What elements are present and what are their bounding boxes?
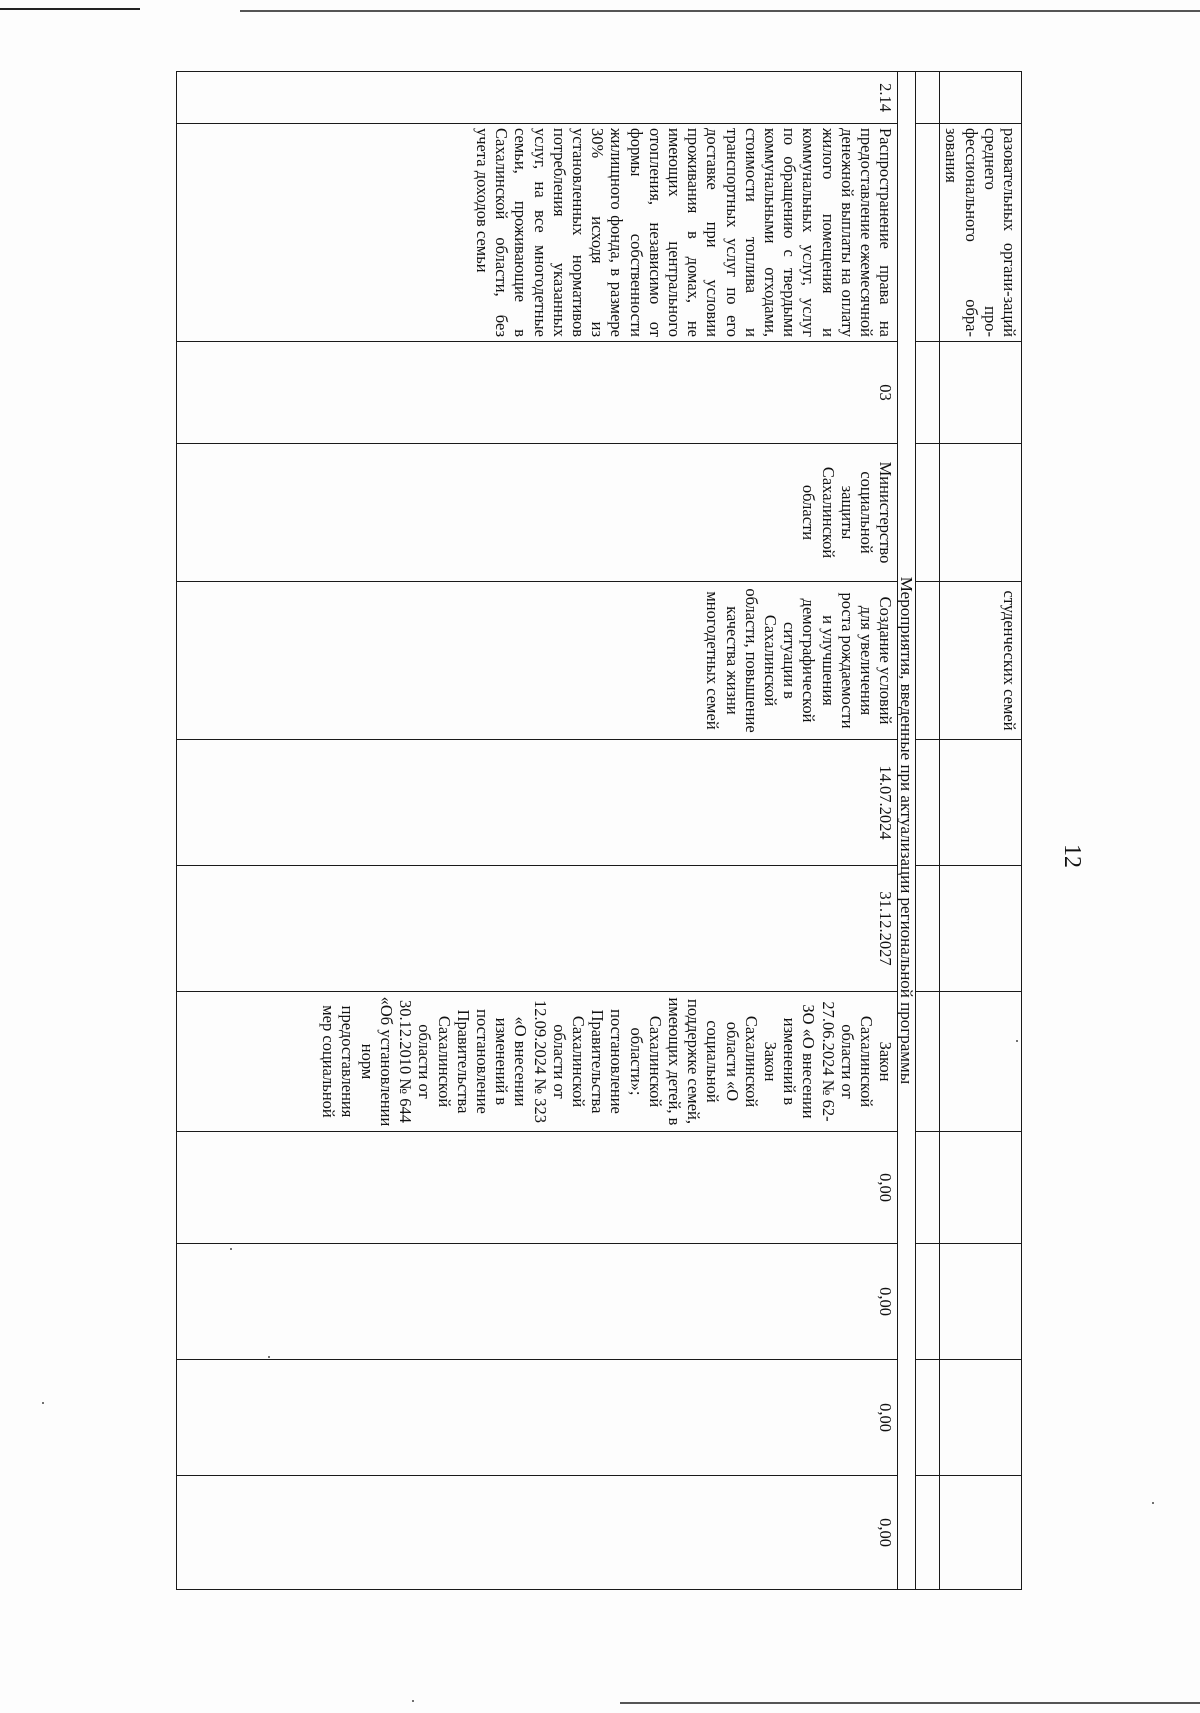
cell (916, 1244, 940, 1360)
cell (940, 1244, 1022, 1360)
value-cell: 0,00 (177, 1244, 898, 1360)
expected-result: Создание условий для увеличения роста рождаемости и улучшения демографической ситуации в Сахалинской области, повышение качества жизни многодетных семей (177, 582, 898, 740)
cell (940, 992, 1022, 1132)
cell (940, 444, 1022, 582)
table-row (177, 72, 898, 1590)
cell (916, 866, 940, 992)
cell (940, 1476, 1022, 1590)
scan-edge-top (240, 10, 1200, 12)
executor: Министерство социальной защиты Сахалинской области (177, 444, 898, 582)
cell (916, 582, 940, 740)
rotated-table-container (64, 71, 1022, 1589)
page-number: 12 (1059, 844, 1085, 868)
cell (940, 866, 1022, 992)
start-date: 14.07.2024 (177, 740, 898, 866)
code: 03 (177, 342, 898, 444)
scan-speck (1016, 1040, 1018, 1042)
scan-speck (268, 1356, 270, 1358)
section-header-row (898, 72, 916, 1590)
value-cell: 0,00 (177, 1360, 898, 1476)
value-cell: 0,00 (177, 1476, 898, 1590)
cell-col2: разовательных органи-заций среднего про-фессионального обра-зования (940, 124, 1022, 342)
cell (916, 1360, 940, 1476)
cell (940, 1360, 1022, 1476)
cell (916, 740, 940, 866)
cell (916, 72, 940, 124)
legal-basis: Закон Сахалинской области от 27.06.2024 № 62-ЗО «О внесении изменений в Закон Сахалинской области «О социальной поддержке семей, имеющих детей, в Сахалинской области»; постановление Правительства Сахалинской области от 12.09.2024 № 323 «О внесении изменений в постановление Правительства Сахалинской области от 30.12.2010 № 644 «Об установлении норм предоставления мер социальной (177, 992, 898, 1132)
program-table (176, 71, 1022, 1590)
value-cell: 0,00 (177, 1132, 898, 1244)
cell (916, 124, 940, 342)
cell (916, 1476, 940, 1590)
cell-col5: студенческих семей (940, 582, 1022, 740)
cell (940, 342, 1022, 444)
scan-speck (230, 1248, 232, 1250)
table-row (916, 72, 940, 1590)
measure-name: Распространение права на предоставление ежемесячной денежной выплаты на оплату жилого помещения и коммунальных услуг, услуг по обращению с твердыми коммунальными отходами, стоимости топлива и транспортных услуг по его доставке при условии проживания в домах, не имеющих центрального отопления, независимо от формы собственности жилищного фонда, в размере 30% исходя из установленных нормативов потребления указанных услуг, на все многодетные семьи, проживающие в Сахалинской области, без учета доходов семьи (177, 124, 898, 342)
scan-speck (1152, 1502, 1154, 1504)
end-date: 31.12.2027 (177, 866, 898, 992)
scan-edge-bottom (620, 1702, 1200, 1704)
cell (940, 1132, 1022, 1244)
scan-speck (412, 1700, 414, 1702)
cell (916, 342, 940, 444)
scan-edge-top (0, 8, 140, 10)
cell (916, 444, 940, 582)
section-header: Мероприятия, введенные при актуализации региональной программы (898, 72, 916, 1590)
table-row (940, 72, 1022, 1590)
cell (940, 740, 1022, 866)
cell (916, 1132, 940, 1244)
cell (940, 72, 1022, 124)
row-number: 2.14 (177, 72, 898, 124)
cell (916, 992, 940, 1132)
scan-speck (42, 1402, 44, 1404)
